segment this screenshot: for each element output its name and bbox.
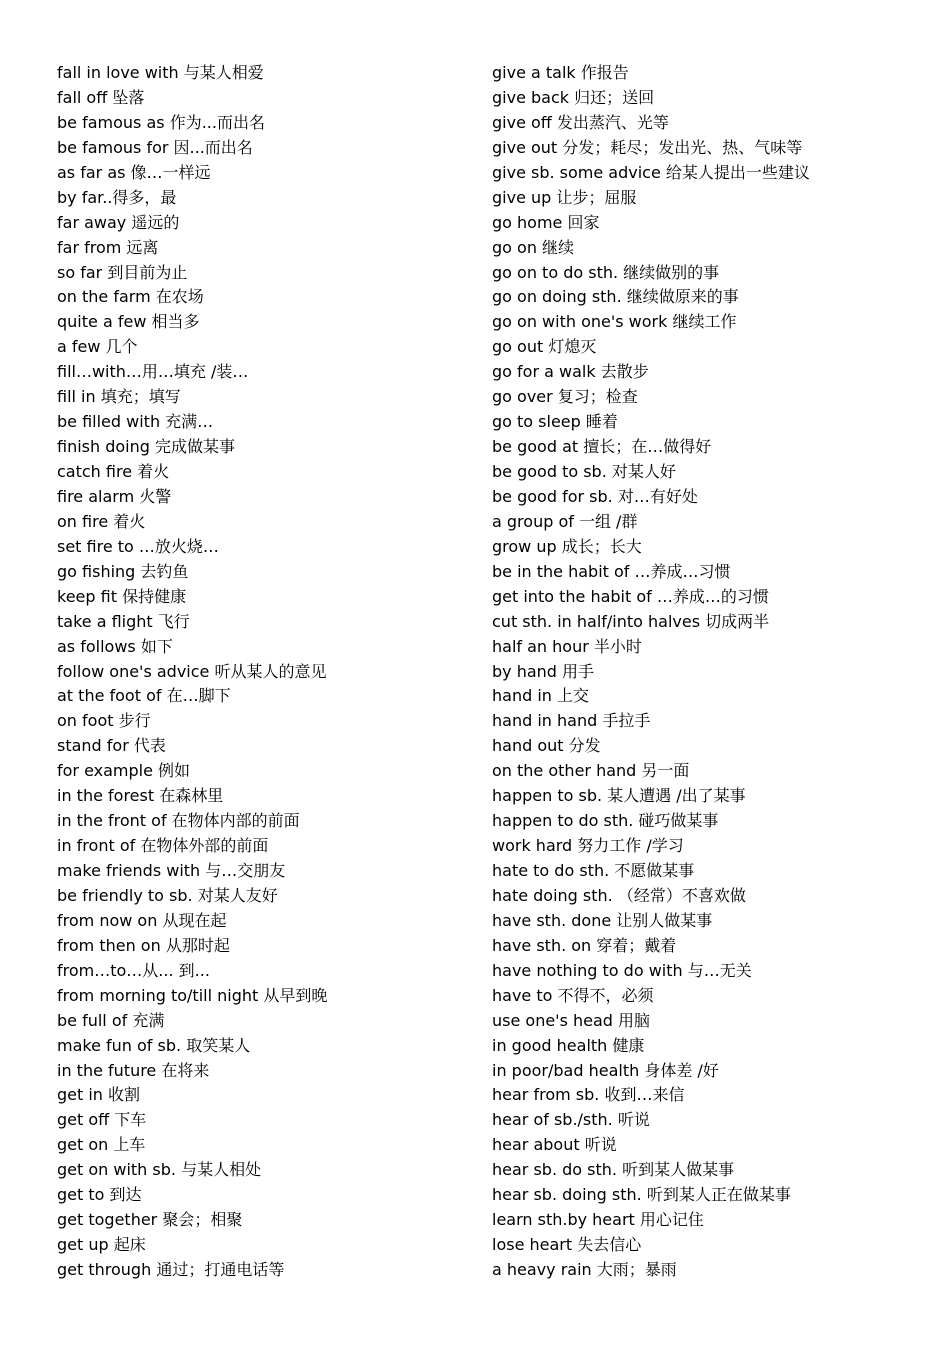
phrase-entry: get into the habit of …养成…的习惯 xyxy=(492,586,769,606)
phrase-entry: get on with sb. 与某人相处 xyxy=(57,1160,262,1180)
phrase-entry: from morning to/till night 从早到晚 xyxy=(57,985,328,1005)
phrase-entry: from now on 从现在起 xyxy=(57,910,227,930)
phrase-entry: give up 让步；屈服 xyxy=(492,187,637,207)
phrase-entry: cut sth. in half/into halves 切成两半 xyxy=(492,611,770,631)
phrase-entry: be good for sb. 对…有好处 xyxy=(492,486,698,506)
phrase-entry: fill…with…用…填充 /装… xyxy=(57,362,249,382)
phrase-entry: be good at 擅长；在…做得好 xyxy=(492,437,712,457)
phrase-entry: hear from sb. 收到…来信 xyxy=(492,1085,685,1105)
phrase-entry: learn sth.by heart 用心记住 xyxy=(492,1210,704,1230)
phrase-entry: lose heart 失去信心 xyxy=(492,1235,642,1255)
phrase-entry: catch fire 着火 xyxy=(57,462,170,481)
phrase-entry: go on doing sth. 继续做原来的事 xyxy=(492,287,739,307)
phrase-entry: a heavy rain 大雨；暴雨 xyxy=(492,1260,677,1279)
phrase-entry: fall off 坠落 xyxy=(57,87,145,107)
phrase-entry: have nothing to do with 与…无关 xyxy=(492,960,752,980)
phrase-entry: go to sleep 睡着 xyxy=(492,412,618,432)
phrase-entry: go out 灯熄灭 xyxy=(492,337,597,357)
phrase-entry: be full of 充满 xyxy=(57,1010,165,1030)
phrase-entry: be famous as 作为...而出名 xyxy=(57,112,265,132)
phrase-entry: a group of 一组 /群 xyxy=(492,511,638,531)
phrase-entry: be good to sb. 对某人好 xyxy=(492,462,676,481)
phrase-entry: by hand 用手 xyxy=(492,661,595,681)
phrase-entry: keep fit 保持健康 xyxy=(57,586,187,606)
phrase-entry: have sth. on 穿着；戴着 xyxy=(492,935,677,955)
phrase-entry: work hard 努力工作 /学习 xyxy=(492,836,684,856)
phrase-entry: use one's head 用脑 xyxy=(492,1010,651,1030)
phrase-entry: get to 到达 xyxy=(57,1185,142,1205)
phrase-entry: happen to do sth. 碰巧做某事 xyxy=(492,811,719,831)
phrase-entry: so far 到目前为止 xyxy=(57,262,188,282)
phrase-entry: make friends with 与…交朋友 xyxy=(57,861,286,880)
phrase-entry: give sb. some advice 给某人提出一些建议 xyxy=(492,162,810,182)
phrase-entry: for example 例如 xyxy=(57,761,191,781)
phrase-entry: hand out 分发 xyxy=(492,736,601,756)
phrase-entry: in front of 在物体外部的前面 xyxy=(57,836,269,856)
phrase-entry: on the farm 在农场 xyxy=(57,287,204,307)
phrase-entry: get on 上车 xyxy=(57,1135,146,1155)
phrase-entry: be filled with 充满… xyxy=(57,412,214,432)
phrase-entry: hear sb. do sth. 听到某人做某事 xyxy=(492,1160,735,1180)
phrase-entry: get off 下车 xyxy=(57,1110,147,1130)
phrase-entry: in the future 在将来 xyxy=(57,1060,210,1080)
phrase-entry: hear of sb./sth. 听说 xyxy=(492,1110,650,1130)
phrase-entry: by far..得多，最 xyxy=(57,187,177,207)
phrase-entry: go for a walk 去散步 xyxy=(492,362,649,382)
phrase-entry: be friendly to sb. 对某人友好 xyxy=(57,885,278,905)
phrase-entry: go on to do sth. 继续做别的事 xyxy=(492,262,720,282)
phrase-entry: give off 发出蒸汽、光等 xyxy=(492,112,669,132)
phrase-entry: give a talk 作报告 xyxy=(492,63,629,82)
phrase-entry: on fire 着火 xyxy=(57,511,146,531)
phrase-entry: follow one's advice 听从某人的意见 xyxy=(57,661,327,681)
phrase-entry: go on 继续 xyxy=(492,237,575,257)
phrase-entry: from then on 从那时起 xyxy=(57,935,230,955)
phrase-entry: have sth. done 让别人做某事 xyxy=(492,910,713,930)
phrase-column-left xyxy=(57,61,477,1283)
phrase-entry: quite a few 相当多 xyxy=(57,312,200,332)
phrase-entry: get up 起床 xyxy=(57,1235,146,1255)
phrase-entry: give back 归还；送回 xyxy=(492,87,655,107)
phrase-entry: go fishing 去钓鱼 xyxy=(57,561,189,581)
phrase-entry: have to 不得不，必须 xyxy=(492,985,654,1005)
phrase-entry: hear sb. doing sth. 听到某人正在做某事 xyxy=(492,1185,791,1205)
phrase-entry: be in the habit of …养成…习惯 xyxy=(492,561,731,581)
phrase-entry: hate to do sth. 不愿做某事 xyxy=(492,861,695,880)
phrase-entry: a few 几个 xyxy=(57,337,138,357)
phrase-entry: half an hour 半小时 xyxy=(492,636,642,656)
phrase-entry: go home 回家 xyxy=(492,212,600,232)
phrase-entry: far away 遥远的 xyxy=(57,212,180,232)
phrase-entry: go on with one's work 继续工作 xyxy=(492,312,737,332)
phrase-entry: in the front of 在物体内部的前面 xyxy=(57,811,300,831)
phrase-column-right xyxy=(492,61,932,1283)
phrase-entry: take a flight 飞行 xyxy=(57,611,190,631)
phrase-entry: on the other hand 另一面 xyxy=(492,761,690,781)
phrase-entry: grow up 成长；长大 xyxy=(492,536,642,556)
phrase-entry: fall in love with 与某人相爱 xyxy=(57,63,264,82)
phrase-entry: get in 收割 xyxy=(57,1085,141,1105)
phrase-entry: give out 分发；耗尽；发出光、热、气味等 xyxy=(492,137,803,157)
phrase-entry: far from 远离 xyxy=(57,237,159,257)
phrase-entry: in poor/bad health 身体差 /好 xyxy=(492,1060,719,1080)
phrase-entry: hand in hand 手拉手 xyxy=(492,711,651,731)
phrase-entry: from…to…从... 到... xyxy=(57,960,210,980)
phrase-entry: in good health 健康 xyxy=(492,1035,645,1055)
phrase-entry: as follows 如下 xyxy=(57,636,173,656)
phrase-entry: stand for 代表 xyxy=(57,736,166,756)
phrase-entry: get through 通过；打通电话等 xyxy=(57,1260,285,1279)
phrase-entry: fill in 填充；填写 xyxy=(57,387,181,407)
phrase-entry: happen to sb. 某人遭遇 /出了某事 xyxy=(492,786,746,806)
phrase-entry: set fire to …放火烧… xyxy=(57,536,219,556)
phrase-entry: on foot 步行 xyxy=(57,711,151,731)
phrase-entry: hand in 上交 xyxy=(492,686,590,706)
phrase-entry: at the foot of 在…脚下 xyxy=(57,686,231,706)
phrase-entry: fire alarm 火警 xyxy=(57,486,172,506)
phrase-entry: as far as 像…一样远 xyxy=(57,162,211,182)
phrase-entry: hear about 听说 xyxy=(492,1135,617,1155)
phrase-entry: finish doing 完成做某事 xyxy=(57,437,236,457)
phrase-entry: make fun of sb. 取笑某人 xyxy=(57,1035,251,1055)
phrase-entry: hate doing sth. （经常）不喜欢做 xyxy=(492,885,746,905)
phrase-entry: be famous for 因...而出名 xyxy=(57,137,253,157)
phrase-entry: in the forest 在森林里 xyxy=(57,786,224,806)
phrase-entry: go over 复习；检查 xyxy=(492,387,638,407)
phrase-entry: get together 聚会；相聚 xyxy=(57,1210,243,1230)
